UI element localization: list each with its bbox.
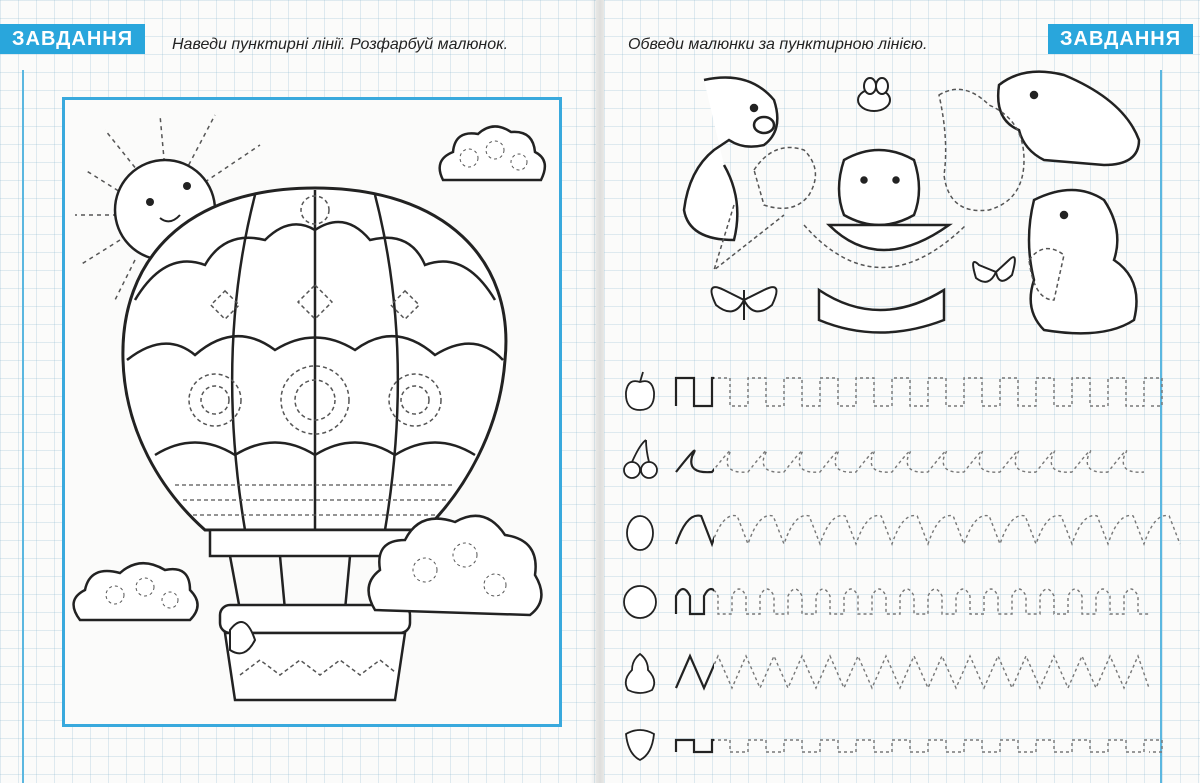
orange-icon [624, 586, 656, 618]
tracing-line-zigzag [676, 656, 1149, 688]
tracing-start-arches [676, 589, 1149, 614]
bee-icon [858, 78, 890, 111]
task-badge-left: ЗАВДАННЯ [0, 24, 145, 54]
tracing-start-waves [676, 516, 1180, 544]
balloon-illustration [65, 100, 559, 724]
tracing-start-steps [676, 740, 1162, 752]
left-page [0, 0, 596, 783]
butterfly-icon [712, 287, 777, 320]
capybara-icon [819, 150, 949, 333]
butterfly-icon [973, 257, 1015, 282]
margin-line-left [22, 70, 24, 783]
apple-icon [626, 372, 654, 410]
tracing-line-loops [676, 451, 1144, 473]
strawberry-icon [626, 730, 654, 760]
cloud-icon [74, 563, 198, 620]
tracing-line-arches [676, 589, 1149, 614]
tracing-line-steps [676, 740, 1162, 752]
tracing-line-waves [676, 516, 1180, 544]
capybara-icon [998, 72, 1139, 165]
basket-icon [220, 605, 410, 700]
pear-icon [626, 654, 655, 693]
tracing-start-square-wave [676, 378, 1162, 406]
instruction-left: Наведи пунктирні лінії. Розфарбуй малюнок. [172, 36, 509, 53]
capybara-icon [1029, 190, 1137, 333]
task-badge-right: ЗАВДАННЯ [1048, 24, 1193, 54]
right-page [604, 0, 1200, 783]
tracing-area [604, 0, 1200, 783]
tracing-line-square-wave [676, 378, 1162, 406]
lemon-icon [627, 516, 653, 550]
coloring-frame [62, 97, 562, 727]
cloud-icon [440, 126, 545, 180]
instruction-right: Обведи малюнки за пунктирною лінією. [628, 36, 928, 53]
cherry-icon [624, 440, 657, 478]
